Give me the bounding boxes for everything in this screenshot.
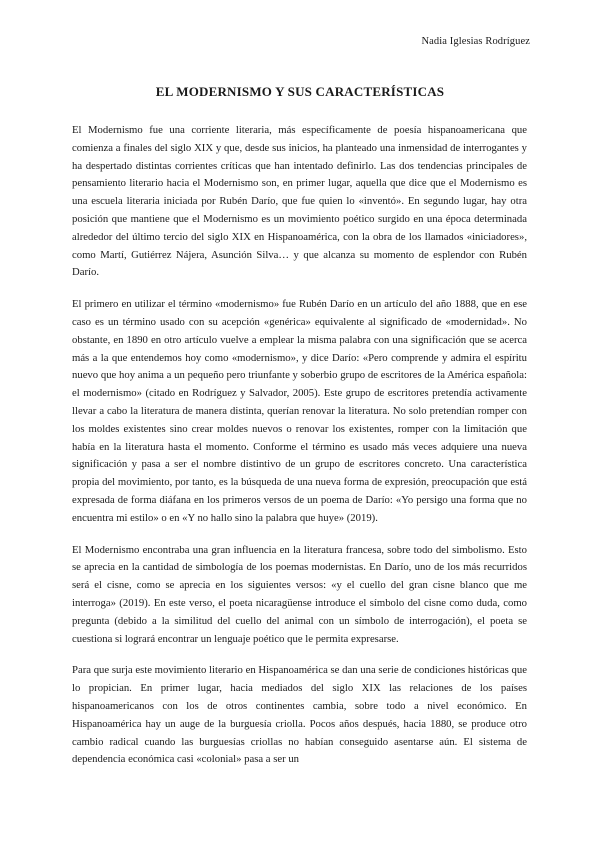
author-name: Nadia Iglesias Rodríguez [421,36,530,47]
paragraph-4: Para que surja este movimiento literario en Hispanoamérica se dan una serie de condiciones históricas que lo propician. En primer lugar, hacia mediados del siglo XIX las relaciones de los países hispanoamericanos con los de otros continentes cambia, sobre todo a nivel económico. En Hispanoamérica hay un auge de la burguesía criolla. Pocos años después, hacia 1880, se produce otro cambio radical cuando las burguesías criollas no habían conseguido asentarse aún. El sistema de dependencia económica casi «colonial» pasa a ser un [72,664,527,766]
paragraph-2: El primero en utilizar el término «modernismo» fue Rubén Darío en un artículo del año 1888, que en ese caso es un término usado con su acepción «genérica» equivalente al significado de «modernidad». No obstante, en 1890 en otro artículo vuelve a emplear la misma palabra con una significación que se acerca más a la que entendemos hoy como «modernismo», y dice Darío: «Pero comprende y admira el espíritu nuevo que hoy anima a un pequeño pero triunfante y soberbio grupo de escritores de la América española: el modernismo» (citado en Rodríguez y Salvador, 2005). Este grupo de escritores pretendía activamente llevar a cabo la literatura de manera distinta, querían renovar la literatura. No solo pretendían romper con los moldes existentes sino crear moldes nuevos o renovar los existentes, romper con la limitación que había en la literatura hasta el momento. Conforme el término es usado más veces adquiere una nueva significación y pasa a ser el nombre distintivo de un grupo de escritores concreto. Una característica propia del movimiento, por tanto, es la búsqueda de una nueva forma de expresión, preocupación que está expresada de forma diáfana en los primeros versos de un poema de Darío: «Yo persigo una forma que no encuentra mi estilo» o en «Y no hallo sino la palabra que huye» (2019). [72,298,527,524]
document-title: EL MODERNISMO Y SUS CARACTERÍSTICAS [155,84,445,99]
paragraph-3: El Modernismo encontraba una gran influencia en la literatura francesa, sobre todo del simbolismo. Esto se aprecia en la cantidad de simbología de los poemas modernistas. En Darío, uno de los más recurridos será el cisne, como se aprecia en los siguientes versos: «y el cuello del gran cisne blanco que me interroga» (2019). En este verso, el poeta nicaragüense introduce el símbolo del cisne como duda, como pregunta (debido a la similitud del cuello del animal con un símbolo de interrogación), el poeta se cuestiona si logrará encontrar un lenguaje poético que le permita expresarse. [72,543,527,645]
paragraph-1: El Modernismo fue una corriente literaria, más específicamente de poesía hispanoamericana que comienza a finales del siglo XIX y que, desde sus inicios, ha planteado una inmensidad de interrogantes y ha despertado distintas corrientes críticas que han intentado definirlo. Las dos tendencias principales de pensamiento literario hacia el Modernismo son, en primer lugar, aquella que dice que el Modernismo es una escuela literaria iniciada por Rubén Darío, que fue quien lo «inventó». En segundo lugar, hay otra posición que mantiene que el Modernismo es un movimiento poético surgido en una época determinada alrededor del último tercio del siglo XIX en Hispanoamérica, con la obra de los llamados «iniciadores», como Martí, Gutiérrez Nájera, Asunción Silva… y que alcanza su momento de esplendor con Rubén Darío. [72,124,527,279]
document-body [72,122,527,783]
